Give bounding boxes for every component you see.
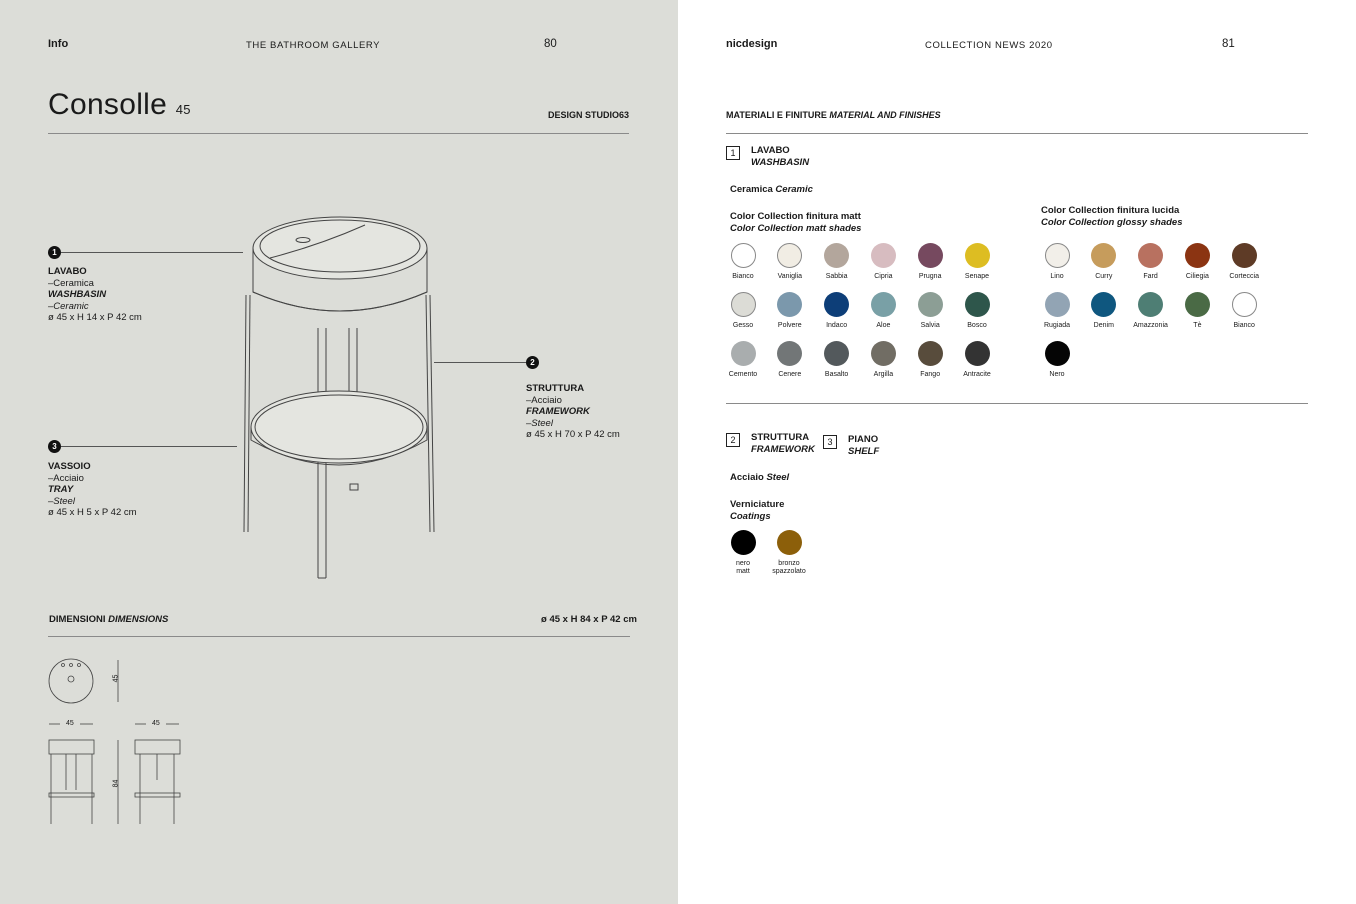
color-swatch (1033, 243, 1081, 281)
overall-dimensions: ø 45 x H 84 x P 42 cm (541, 614, 637, 625)
swatch-label (765, 560, 813, 576)
swatch-color-dot (965, 243, 990, 268)
swatch-label: Denim (1093, 322, 1114, 329)
color-swatch (1080, 292, 1128, 330)
washbasin-material-en: Ceramic (775, 184, 813, 195)
swatch-color-dot (731, 292, 756, 317)
washbasin-material (730, 184, 813, 196)
swatch-label: Aloe (876, 322, 891, 329)
coatings-title: Verniciature (730, 499, 785, 510)
structure-heading (751, 432, 815, 455)
swatch-label: Rugiada (1043, 322, 1071, 329)
swatch-label: Vaniglia (777, 273, 802, 280)
callout-1-dims: ø 45 x H 14 x P 42 cm (48, 312, 142, 323)
callout-2-title: STRUTTURA (526, 383, 585, 394)
color-swatch (719, 530, 767, 576)
color-swatch (1173, 243, 1221, 281)
swatch-color-dot (871, 243, 896, 268)
shelf-heading (848, 434, 879, 457)
swatch-color-dot (871, 292, 896, 317)
callout-1-title-en: WASHBASIN (48, 289, 107, 300)
washbasin-title-en: WASHBASIN (751, 156, 810, 168)
swatch-label: Curry (1095, 273, 1113, 280)
section-3-number: 3 (823, 435, 837, 449)
color-swatch (906, 292, 954, 330)
swatch-label: Prugna (918, 273, 942, 280)
callout-1-material-en: –Ceramic (48, 300, 89, 312)
swatch-label: Argilla (873, 371, 894, 378)
swatch-label: Nero (1049, 371, 1065, 378)
swatch-color-dot (1185, 243, 1210, 268)
total-height: 84 (112, 779, 120, 788)
glossy-title-en: Color Collection glossy shades (1041, 216, 1183, 228)
structure-title-en: FRAMEWORK (751, 443, 815, 455)
swatch-label: Basalto (824, 371, 849, 378)
color-swatch (906, 341, 954, 379)
swatch-label: Lino (1050, 273, 1064, 280)
swatch-color-dot (824, 341, 849, 366)
swatch-label: Gesso (732, 322, 754, 329)
color-swatch (719, 341, 767, 379)
structure-title: STRUTTURA (751, 432, 810, 443)
color-swatch (1127, 292, 1175, 330)
swatch-label-line-2: spazzolato (772, 568, 806, 575)
color-swatch (719, 292, 767, 330)
page-number: 80 (544, 38, 557, 50)
swatch-label: Indaco (826, 322, 848, 329)
swatch-label: Polvere (777, 322, 802, 329)
color-swatch (953, 341, 1001, 379)
color-swatch (1080, 243, 1128, 281)
color-swatch (1127, 243, 1175, 281)
swatch-color-dot (871, 341, 896, 366)
shelf-title: PIANO (848, 434, 879, 445)
color-swatch (859, 341, 907, 379)
swatch-label: Cenere (778, 371, 802, 378)
brand-name: nicdesign (726, 38, 778, 50)
swatch-label: Senape (964, 273, 990, 280)
swatch-label: Antracite (963, 371, 991, 378)
swatch-label-line-2: matt (736, 568, 750, 575)
publication-name: COLLECTION NEWS 2020 (925, 40, 1053, 51)
swatch-label-line-1: nero (735, 560, 750, 567)
color-swatch (1033, 292, 1081, 330)
color-swatch (766, 243, 814, 281)
structure-material-en: Steel (766, 472, 790, 483)
callout-3-dims: ø 45 x H 5 x P 42 cm (48, 507, 137, 518)
top-view-depth: 45 (112, 674, 120, 683)
swatch-color-dot (731, 243, 756, 268)
swatch-color-dot (777, 243, 802, 268)
color-swatch (719, 243, 767, 281)
callout-2-material-en: –Steel (526, 417, 553, 429)
color-swatch (813, 243, 861, 281)
callout-1-title: LAVABO (48, 266, 87, 277)
callout-2-number: 2 (526, 356, 539, 369)
swatch-color-dot (965, 341, 990, 366)
coatings-title-en: Coatings (730, 510, 771, 522)
swatch-color-dot (1045, 341, 1070, 366)
swatch-color-dot (918, 341, 943, 366)
right-page (678, 0, 1356, 904)
swatch-color-dot (824, 243, 849, 268)
swatch-color-dot (731, 341, 756, 366)
washbasin-heading (751, 145, 809, 168)
callout-3-material: –Acciaio (48, 472, 84, 484)
color-swatch (859, 243, 907, 281)
callout-2-dims: ø 45 x H 70 x P 42 cm (526, 429, 620, 440)
matt-title: Color Collection finitura matt (730, 211, 861, 222)
swatch-color-dot (918, 243, 943, 268)
color-swatch (1220, 292, 1268, 330)
washbasin-divider (726, 403, 1308, 404)
color-swatch (1173, 292, 1221, 330)
dimensions-label: DIMENSIONI (49, 614, 106, 625)
section-1-number: 1 (726, 146, 740, 160)
callout-1-number: 1 (48, 246, 61, 259)
swatch-label: Ciliegia (1185, 273, 1209, 280)
glossy-heading (1041, 205, 1182, 228)
color-swatch (1220, 243, 1268, 281)
swatch-color-dot (1138, 243, 1163, 268)
swatch-label: Corteccia (1229, 273, 1259, 280)
swatch-label: Fango (920, 371, 941, 378)
callout-2-title-en: FRAMEWORK (526, 406, 590, 417)
swatch-color-dot (731, 530, 756, 555)
shelf-title-en: SHELF (848, 445, 880, 457)
callout-3-number: 3 (48, 440, 61, 453)
swatch-color-dot (1045, 243, 1070, 268)
swatch-label: Sabbia (825, 273, 848, 280)
swatch-label: Bianco (1233, 322, 1255, 329)
swatch-label: Fard (1143, 273, 1158, 280)
swatch-label: Bianco (732, 273, 754, 280)
structure-material-it: Acciaio (730, 472, 764, 483)
color-swatch (765, 530, 813, 576)
swatch-label: Cipria (874, 273, 893, 280)
section-2-number: 2 (726, 433, 740, 447)
swatch-color-dot (1232, 292, 1257, 317)
materials-title-en: MATERIAL AND FINISHES (829, 110, 941, 120)
swatch-color-dot (1091, 243, 1116, 268)
matt-heading (730, 211, 861, 234)
swatch-label: Tè (1193, 322, 1202, 329)
color-swatch (1033, 341, 1081, 379)
swatch-color-dot (1232, 243, 1257, 268)
swatch-color-dot (965, 292, 990, 317)
color-swatch (906, 243, 954, 281)
color-swatch (953, 243, 1001, 281)
color-swatch (859, 292, 907, 330)
materials-title-it: MATERIALI E FINITURE (726, 110, 827, 120)
swatch-color-dot (1045, 292, 1070, 317)
callout-1-material: –Ceramica (48, 277, 94, 289)
glossy-title: Color Collection finitura lucida (1041, 205, 1180, 216)
designer: DESIGN STUDIO63 (548, 110, 630, 120)
publication-name: THE BATHROOM GALLERY (246, 40, 381, 51)
swatch-color-dot (777, 530, 802, 555)
color-swatch (766, 292, 814, 330)
callout-3-title-en: TRAY (48, 484, 74, 495)
swatch-color-dot (777, 292, 802, 317)
swatch-color-dot (1091, 292, 1116, 317)
swatch-label (719, 560, 767, 576)
washbasin-material-it: Ceramica (730, 184, 773, 195)
front-view-width: 45 (66, 720, 74, 727)
swatch-color-dot (824, 292, 849, 317)
color-swatch (813, 341, 861, 379)
color-swatch (953, 292, 1001, 330)
swatch-color-dot (1138, 292, 1163, 317)
section-label: Info (48, 38, 69, 50)
page-number: 81 (1222, 38, 1235, 50)
side-view-width: 45 (152, 720, 160, 727)
matt-title-en: Color Collection matt shades (730, 222, 862, 234)
swatch-color-dot (777, 341, 802, 366)
swatch-label: Cemento (728, 371, 758, 378)
color-swatch (766, 341, 814, 379)
product-name: Consolle (48, 88, 168, 121)
materials-title (726, 110, 941, 120)
washbasin-title: LAVABO (751, 145, 790, 156)
color-swatch (813, 292, 861, 330)
callout-3-material-en: –Steel (48, 495, 75, 507)
swatch-label-line-1: bronzo (778, 560, 800, 567)
callout-3-title: VASSOIO (48, 461, 91, 472)
callout-2-material: –Acciaio (526, 394, 562, 406)
swatch-color-dot (1185, 292, 1210, 317)
coatings-heading (730, 499, 784, 522)
swatch-label: Bosco (967, 322, 987, 329)
swatch-label: Salvia (920, 322, 940, 329)
dimensions-label-en: DIMENSIONS (108, 614, 169, 625)
structure-material (730, 472, 789, 484)
swatch-color-dot (918, 292, 943, 317)
swatch-label: Amazzonia (1133, 322, 1168, 329)
product-size: 45 (175, 102, 191, 117)
materials-divider (726, 133, 1308, 134)
